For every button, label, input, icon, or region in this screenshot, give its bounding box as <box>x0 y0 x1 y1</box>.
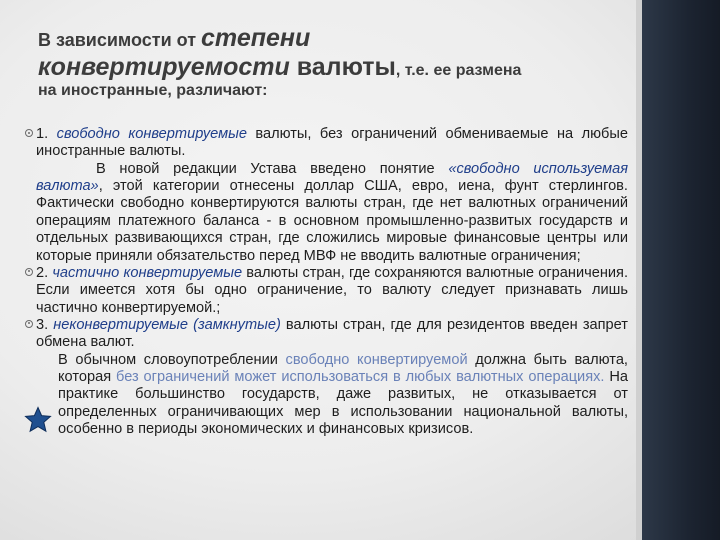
star-icon <box>24 406 52 434</box>
bullet-icon <box>25 268 33 276</box>
paragraph-text: В обычном словоупотреблении <box>58 351 286 368</box>
title-emphasis: степени <box>201 24 311 52</box>
list-item <box>36 317 628 352</box>
title-emphasis: конвертируемости <box>38 52 290 81</box>
item-number: 1. <box>36 126 57 142</box>
paragraph-text: В новой редакции Устава введено понятие <box>96 160 449 177</box>
term-highlight: свободно конвертируемые <box>56 126 247 142</box>
slide-content <box>36 126 628 438</box>
bullet-icon <box>25 129 33 137</box>
item-text: валюты стран, где сохраняются валютные ограничения. Если имеется хотя бы одно ограничение, то валюту следует признавать лишь частично конвертируемой.; <box>36 264 628 316</box>
term-highlight: «свободно используемая валюта» <box>36 160 628 195</box>
title-part: В зависимости от <box>38 30 202 50</box>
term-highlight: неконвертируемые (замкнутые) <box>53 316 281 333</box>
term-highlight: частично конвертируемые <box>52 264 243 281</box>
item-text: валюты стран, где для резидентов введен запрет обмена валют. <box>36 316 628 351</box>
title-part: на иностранные, различают: <box>38 81 268 99</box>
paragraph-text: должна быть валюта, которая <box>58 351 628 386</box>
bullet-icon <box>25 320 33 328</box>
item-number: 2. <box>36 264 53 281</box>
term-highlight: без ограничений может использоваться в любых валютных операциях. <box>116 369 605 386</box>
item-text: валюты, без ограничений обмениваемые на любые иностранные валюты. <box>36 126 628 160</box>
title-part: валюты <box>289 52 396 81</box>
right-sidebar <box>642 0 720 540</box>
list-item <box>36 265 628 317</box>
paragraph <box>36 161 628 265</box>
term-highlight: свободно конвертируемой <box>285 351 468 368</box>
item-number: 3. <box>36 316 54 333</box>
paragraph-text: , этой категории отнесены доллар США, евро, иена, фунт стерлингов. Фактически свободно конвертируются валюты стран, где нет валютных ограничений операциям платежного баланса - в основном промышленно-развитых государств и отдельных развивающихся стран, где сложились мировые финансовые центры или которые приняли обязательство перед МВФ не вводить валютные ограничения; <box>36 178 628 264</box>
title-part: , т.е. ее размена <box>395 61 522 79</box>
paragraph-text: На практике большинство государств, даже развитых, не отказывается от определенных ограничивающих мер в использовании национальной валюты, особенно в периоды экономических и финансовых кризисов. <box>58 369 628 438</box>
paragraph <box>36 352 628 439</box>
list-item <box>36 126 628 161</box>
slide-title <box>38 24 618 100</box>
